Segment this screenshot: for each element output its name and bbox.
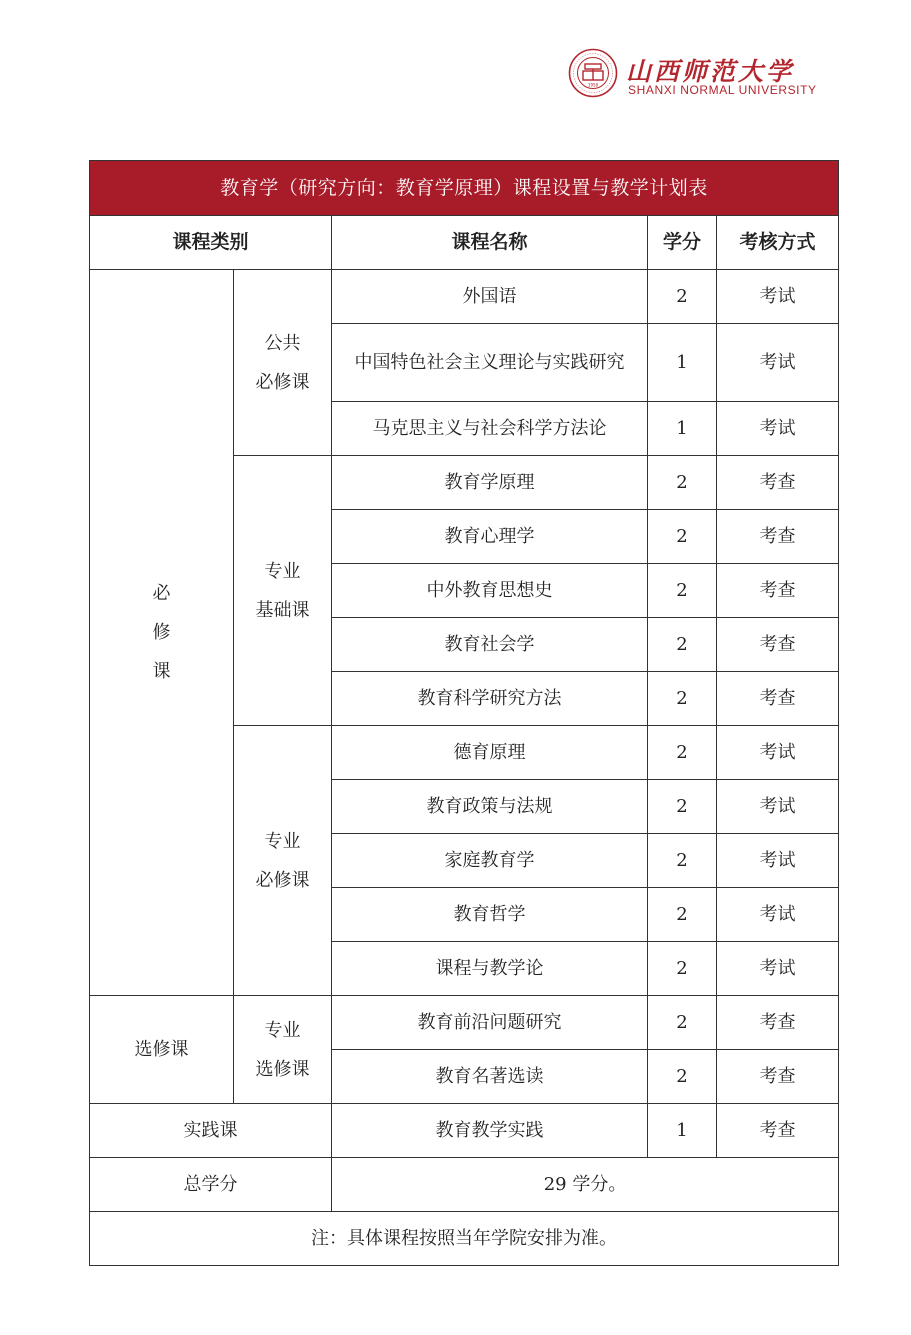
table-row: [90, 996, 839, 1050]
course-assessment: 考试: [717, 270, 839, 324]
course-assessment: 考查: [717, 564, 839, 618]
course-credits: 1: [648, 402, 717, 456]
course-assessment: 考查: [717, 618, 839, 672]
course-assessment: 考查: [717, 672, 839, 726]
course-assessment: 考试: [717, 402, 839, 456]
course-name: 德育原理: [332, 726, 648, 780]
university-name-en: SHANXI NORMAL UNIVERSITY: [628, 83, 817, 97]
course-credits: 2: [648, 672, 717, 726]
course-assessment: 考查: [717, 510, 839, 564]
course-credits: 1: [648, 324, 717, 402]
total-row: [90, 1158, 839, 1212]
table-row: [90, 1104, 839, 1158]
course-credits: 1: [648, 1104, 717, 1158]
university-logo: [568, 48, 818, 104]
header-assessment: 考核方式: [717, 216, 839, 270]
course-assessment: 考查: [717, 456, 839, 510]
note-row: [90, 1212, 839, 1266]
course-credits: 2: [648, 780, 717, 834]
university-name-cn: 山西师范大学: [626, 57, 795, 86]
course-name: 中外教育思想史: [332, 564, 648, 618]
header-category: 课程类别: [90, 216, 332, 270]
course-name: 教育学原理: [332, 456, 648, 510]
course-credits: 2: [648, 996, 717, 1050]
course-assessment: 考试: [717, 324, 839, 402]
course-credits: 2: [648, 726, 717, 780]
course-assessment: 考试: [717, 780, 839, 834]
course-name: 中国特色社会主义理论与实践研究: [332, 324, 648, 402]
course-name: 教育名著选读: [332, 1050, 648, 1104]
course-name: 教育教学实践: [332, 1104, 648, 1158]
course-assessment: 考查: [717, 996, 839, 1050]
course-credits: 2: [648, 270, 717, 324]
course-credits: 2: [648, 942, 717, 996]
course-credits: 2: [648, 510, 717, 564]
course-credits: 2: [648, 888, 717, 942]
course-plan-table: [89, 160, 839, 1266]
course-credits: 2: [648, 834, 717, 888]
svg-text:1958: 1958: [587, 82, 599, 88]
course-name: 教育前沿问题研究: [332, 996, 648, 1050]
course-credits: 2: [648, 618, 717, 672]
course-name: 教育社会学: [332, 618, 648, 672]
course-assessment: 考查: [717, 1104, 839, 1158]
course-credits: 2: [648, 456, 717, 510]
course-credits: 2: [648, 1050, 717, 1104]
group-practice: 实践课: [90, 1104, 332, 1158]
course-credits: 2: [648, 564, 717, 618]
group-public-required: 公共 必修课: [234, 270, 332, 456]
course-name: 课程与教学论: [332, 942, 648, 996]
header-course-name: 课程名称: [332, 216, 648, 270]
course-name: 外国语: [332, 270, 648, 324]
table-note: 注：具体课程按照当年学院安排为准。: [90, 1212, 839, 1266]
table-title: 教育学（研究方向：教育学原理）课程设置与教学计划表: [90, 161, 839, 216]
course-assessment: 考查: [717, 1050, 839, 1104]
group-elective: 选修课: [90, 996, 234, 1104]
group-required: 必 修 课: [90, 270, 234, 996]
group-major-required: 专业 必修课: [234, 726, 332, 996]
course-name: 家庭教育学: [332, 834, 648, 888]
course-name: 教育科学研究方法: [332, 672, 648, 726]
course-name: 教育政策与法规: [332, 780, 648, 834]
course-assessment: 考试: [717, 834, 839, 888]
header-credits: 学分: [648, 216, 717, 270]
university-seal-icon: [568, 48, 618, 98]
total-value: 29 学分。: [332, 1158, 839, 1212]
course-name: 教育哲学: [332, 888, 648, 942]
group-major-basic: 专业 基础课: [234, 456, 332, 726]
course-name: 马克思主义与社会科学方法论: [332, 402, 648, 456]
course-assessment: 考试: [717, 942, 839, 996]
group-major-elective: 专业 选修课: [234, 996, 332, 1104]
total-label: 总学分: [90, 1158, 332, 1212]
course-assessment: 考试: [717, 888, 839, 942]
table-row: [90, 270, 839, 324]
course-name: 教育心理学: [332, 510, 648, 564]
course-assessment: 考试: [717, 726, 839, 780]
